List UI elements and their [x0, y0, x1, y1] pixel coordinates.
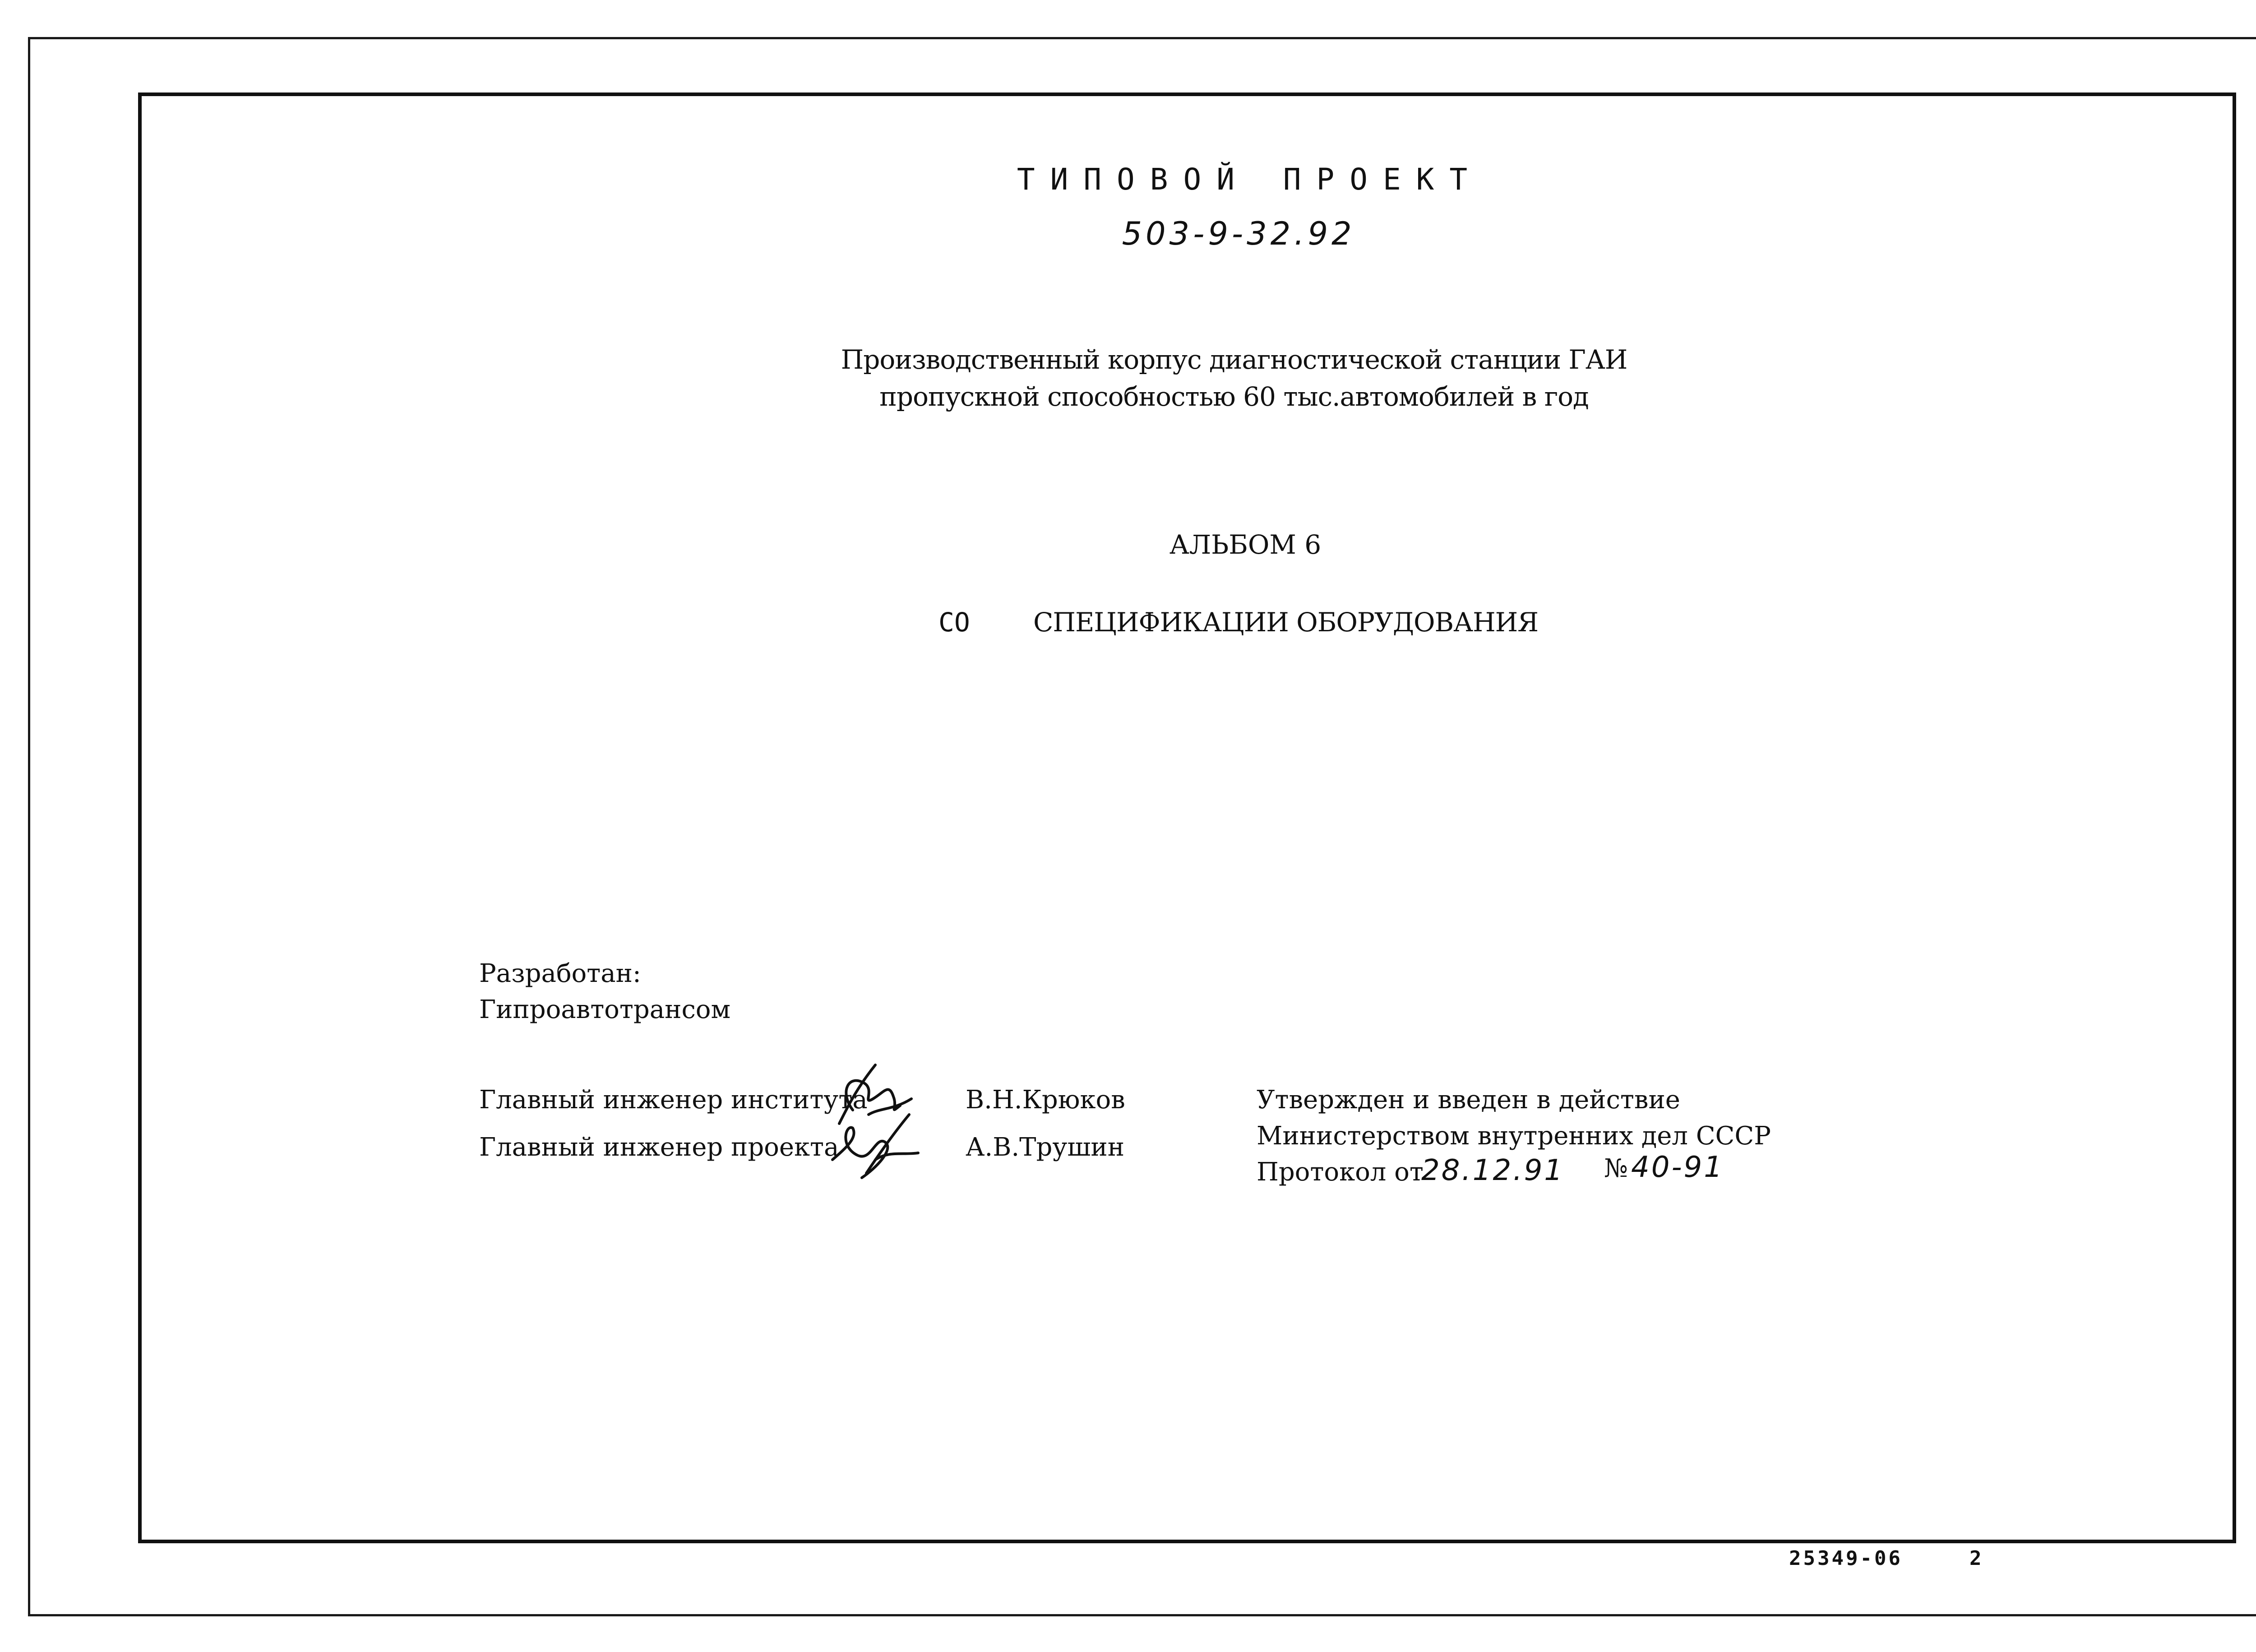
chief-engineer-institute-name: В.Н.Крюков [966, 1085, 1125, 1115]
project-title-line-1: Производственный корпус диагностической станции ГАИ [841, 344, 1627, 375]
archive-number: 25349-06 [1789, 1547, 1903, 1570]
drawing-frame [138, 93, 2236, 1543]
type-heading: ТИПОВОЙ ПРОЕКТ [1017, 162, 1483, 197]
protocol-number-sign: № [1604, 1154, 1628, 1183]
approval-line-1: Утвержден и введен в действие [1257, 1085, 1680, 1115]
protocol-date: 28.12.91 [1421, 1154, 1564, 1187]
chief-engineer-institute-role: Главный инженер института [479, 1085, 868, 1115]
developer-organization: Гипроавтотрансом [479, 995, 731, 1024]
album-label: АЛЬБОМ 6 [1169, 529, 1322, 560]
protocol-number: 40-91 [1631, 1151, 1724, 1184]
signature-chief-engineer-project [821, 1106, 925, 1187]
project-number: 503-9-32.92 [1122, 215, 1355, 252]
project-title-line-2: пропускной способностью 60 тыс.автомобилей в год [879, 381, 1589, 412]
section-title: СПЕЦИФИКАЦИИ ОБОРУДОВАНИЯ [1033, 607, 1539, 638]
section-code: СО [938, 607, 970, 638]
chief-engineer-project-role: Главный инженер проекта [479, 1133, 839, 1162]
chief-engineer-project-name: А.В.Трушин [966, 1133, 1125, 1162]
sheet-number: 2 [1969, 1547, 1982, 1570]
developed-by-label: Разработан: [479, 959, 641, 988]
approval-protocol-label: Протокол от [1257, 1157, 1424, 1187]
approval-line-2: Министерством внутренних дел СССР [1257, 1121, 1771, 1151]
